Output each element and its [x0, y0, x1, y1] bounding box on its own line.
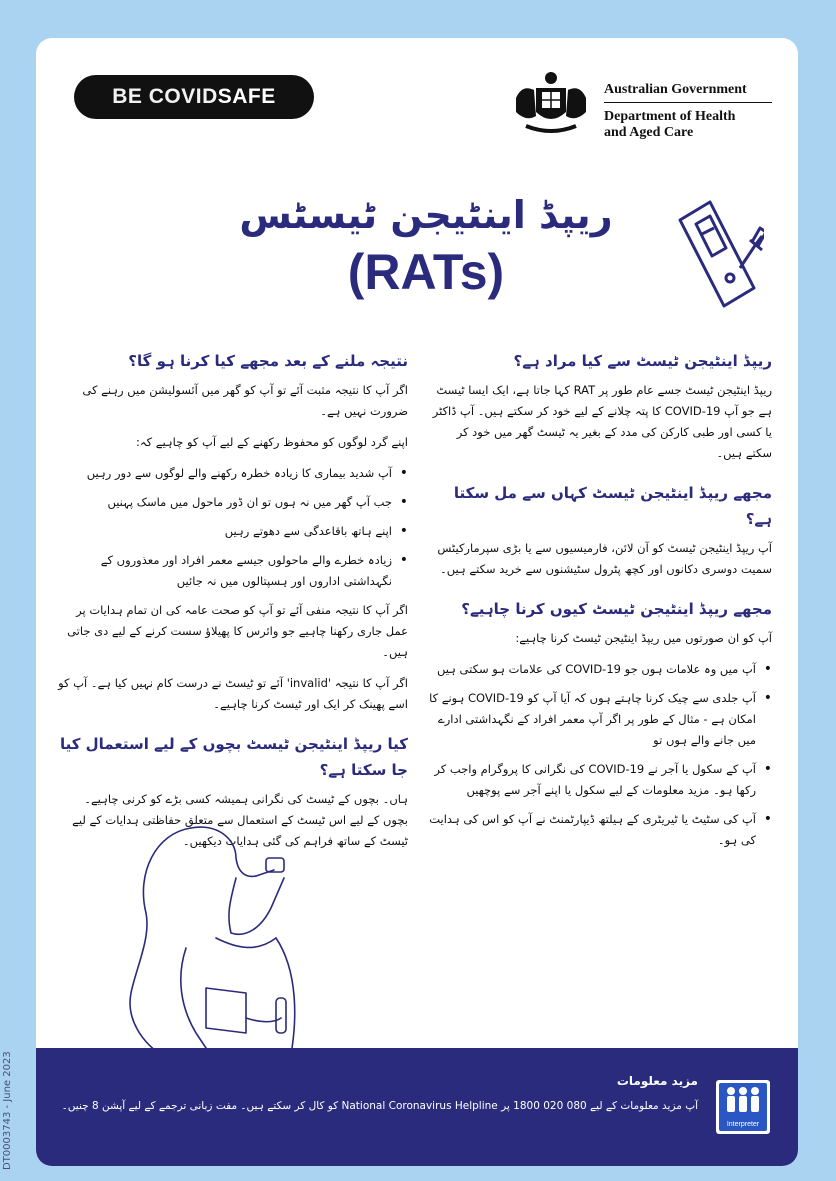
protect-others-list	[58, 463, 408, 592]
paragraph-children: ہاں۔ بچوں کے ٹیسٹ کی نگرانی ہمیشہ کسی بڑے کو کرنی چاہیے۔ بچوں کے لیے اس ٹیسٹ کے استعمال سے متعلق حفاظتی ہدایات کے لیے ٹیسٹ کے ساتھ فراہم کی گئی ہدایات دیکھیں۔	[72, 792, 408, 848]
heading-why-test: مجھے ریپڈ اینٹیجن ٹیسٹ کیوں کرنا چاہیے؟	[461, 600, 772, 618]
heading-where-to-get: مجھے ریپڈ اینٹیجن ٹیسٹ کہاں سے مل سکتا ہے؟	[453, 484, 772, 528]
footer-bar	[36, 1048, 798, 1166]
heading-what-is-rat: ریپڈ اینٹیجن ٹیسٹ سے کیا مراد ہے؟	[513, 352, 772, 370]
footer-heading: مزید معلومات	[616, 1074, 698, 1088]
list-item: • آپ میں وہ علامات ہوں جو COVID-19 کی علامات ہو سکتی ہیں	[428, 659, 772, 680]
rapid-test-kit-icon	[674, 188, 764, 308]
flyer-card	[36, 38, 798, 1166]
title-urdu: ریپڈ اینٹیجن ٹیسٹس	[239, 193, 613, 237]
list-item: • آپ کے سکول یا آجر نے COVID-19 کی نگرانی کا پروگرام واجب کر رکھا ہو۔ مزید معلومات کے لیے سکول یا اپنے آجر سے پوچھیں	[428, 759, 772, 801]
interpreter-icon	[719, 1083, 767, 1117]
paragraph-where-to-get: آپ ریپڈ اینٹیجن ٹیسٹ کو آن لائن، فارمیسیوں سے یا بڑی سپرمارکیٹس سمیت دوسری دکانوں اور کچھ پٹرول سٹیشنوں سے خرید سکتے ہیں۔	[437, 541, 772, 576]
paragraph-negative-result: اگر آپ کا نتیجہ منفی آئے تو آپ کو صحت عامہ کی ان تمام ہدایات پر عمل جاری رکھنا چاہیے جو وائرس کا پھیلاؤ سست کرنے کے لیے دی جاتی ہیں۔	[67, 603, 408, 659]
gov-line-2: Department of Health	[604, 109, 736, 124]
paragraph-why-test: آپ کو ان صورتوں میں ریپڈ اینٹیجن ٹیسٹ کرنا چاہیے:	[515, 631, 772, 645]
gov-line-1: Australian Government	[604, 82, 772, 103]
government-text	[604, 82, 772, 141]
paragraph-invalid-result: اگر آپ کا نتیجہ 'invalid' آئے تو ٹیسٹ نے درست کام نہیں کیا ہے۔ آپ کو اسے پھینک کر ایک اور ٹیسٹ کرنا چاہیے۔	[58, 676, 408, 711]
interpreter-logo	[716, 1080, 770, 1134]
why-test-list	[428, 659, 772, 851]
left-column	[58, 348, 408, 862]
footer-helpline-text: آپ مزید معلومات کے لیے 080 020 1800 پر National Coronavirus Helpline کو کال کر سکتے ہیں۔ مفت زبانی ترجمے کے لیے آپشن 8 چنیں۔	[61, 1100, 698, 1112]
interpreter-label: Interpreter	[726, 1121, 760, 1128]
coat-of-arms-icon	[506, 68, 596, 138]
list-item: • آپ جلدی سے چیک کرنا چاہتے ہوں کہ آیا آپ کو COVID-19 ہونے کا امکان ہے - مثال کے طور پر اگر آپ معمر افراد کے نگہداشتی ادارے میں جانے والے ہوں تو	[428, 688, 772, 751]
be-covidsafe-badge	[74, 75, 314, 119]
government-logo	[506, 68, 776, 148]
woman-swab-illustration	[96, 818, 356, 1078]
paragraph-what-is-rat: ریپڈ اینٹیجن ٹیسٹ جسے عام طور پر RAT کہا جاتا ہے، ایک ایسا ٹیسٹ ہے جو آپ COVID-19 کا پتہ چلانے کے لیے خود کر سکتے ہیں۔ آپ ڈاکٹر یا کسی اور طبی کارکن کی مدد کے بغیر یہ ٹیسٹ گھر میں خود کر سکتے ہیں۔	[432, 383, 772, 460]
list-item: • اپنے ہاتھ باقاعدگی سے دھوتے رہیں	[58, 521, 408, 542]
right-column	[428, 348, 772, 859]
page-title	[196, 188, 656, 302]
list-item: • آپ شدید بیماری کا زیادہ خطرہ رکھنے والے لوگوں سے دور رہیں	[58, 463, 408, 484]
title-english: (RATs)	[347, 244, 505, 300]
paragraph-protect-others: اپنے گرد لوگوں کو محفوظ رکھنے کے لیے آپ کو چاہیے کہ:	[135, 435, 408, 449]
heading-after-result: نتیجہ ملنے کے بعد مجھے کیا کرنا ہو گا؟	[128, 352, 408, 370]
badge-text-1: BE COVID	[112, 85, 218, 108]
list-item: • جب آپ گھر میں نہ ہوں تو ان ڈور ماحول میں ماسک پہنیں	[58, 492, 408, 513]
document-code: DT0003743 - June 2023	[2, 1051, 13, 1170]
badge-text-2: SAFE	[217, 85, 276, 108]
gov-line-3: and Aged Care	[604, 125, 694, 140]
list-item: • زیادہ خطرے والے ماحولوں جیسے معمر افراد اور معذوروں کے نگہداشتی اداروں اور ہسپتالوں میں نہ جائیں	[58, 550, 408, 592]
heading-children: کیا ریپڈ اینٹیجن ٹیسٹ بچوں کے لیے استعمال کیا جا سکتا ہے؟	[59, 735, 408, 779]
paragraph-positive-result: اگر آپ کا نتیجہ مثبت آئے تو آپ کو گھر میں آئسولیشن میں رہنے کی ضرورت نہیں ہے۔	[82, 383, 408, 418]
list-item: • آپ کی سٹیٹ یا ٹیریٹری کے ہیلتھ ڈیپارٹمنٹ نے آپ کو اس کی ہدایت کی ہو۔	[428, 809, 772, 851]
